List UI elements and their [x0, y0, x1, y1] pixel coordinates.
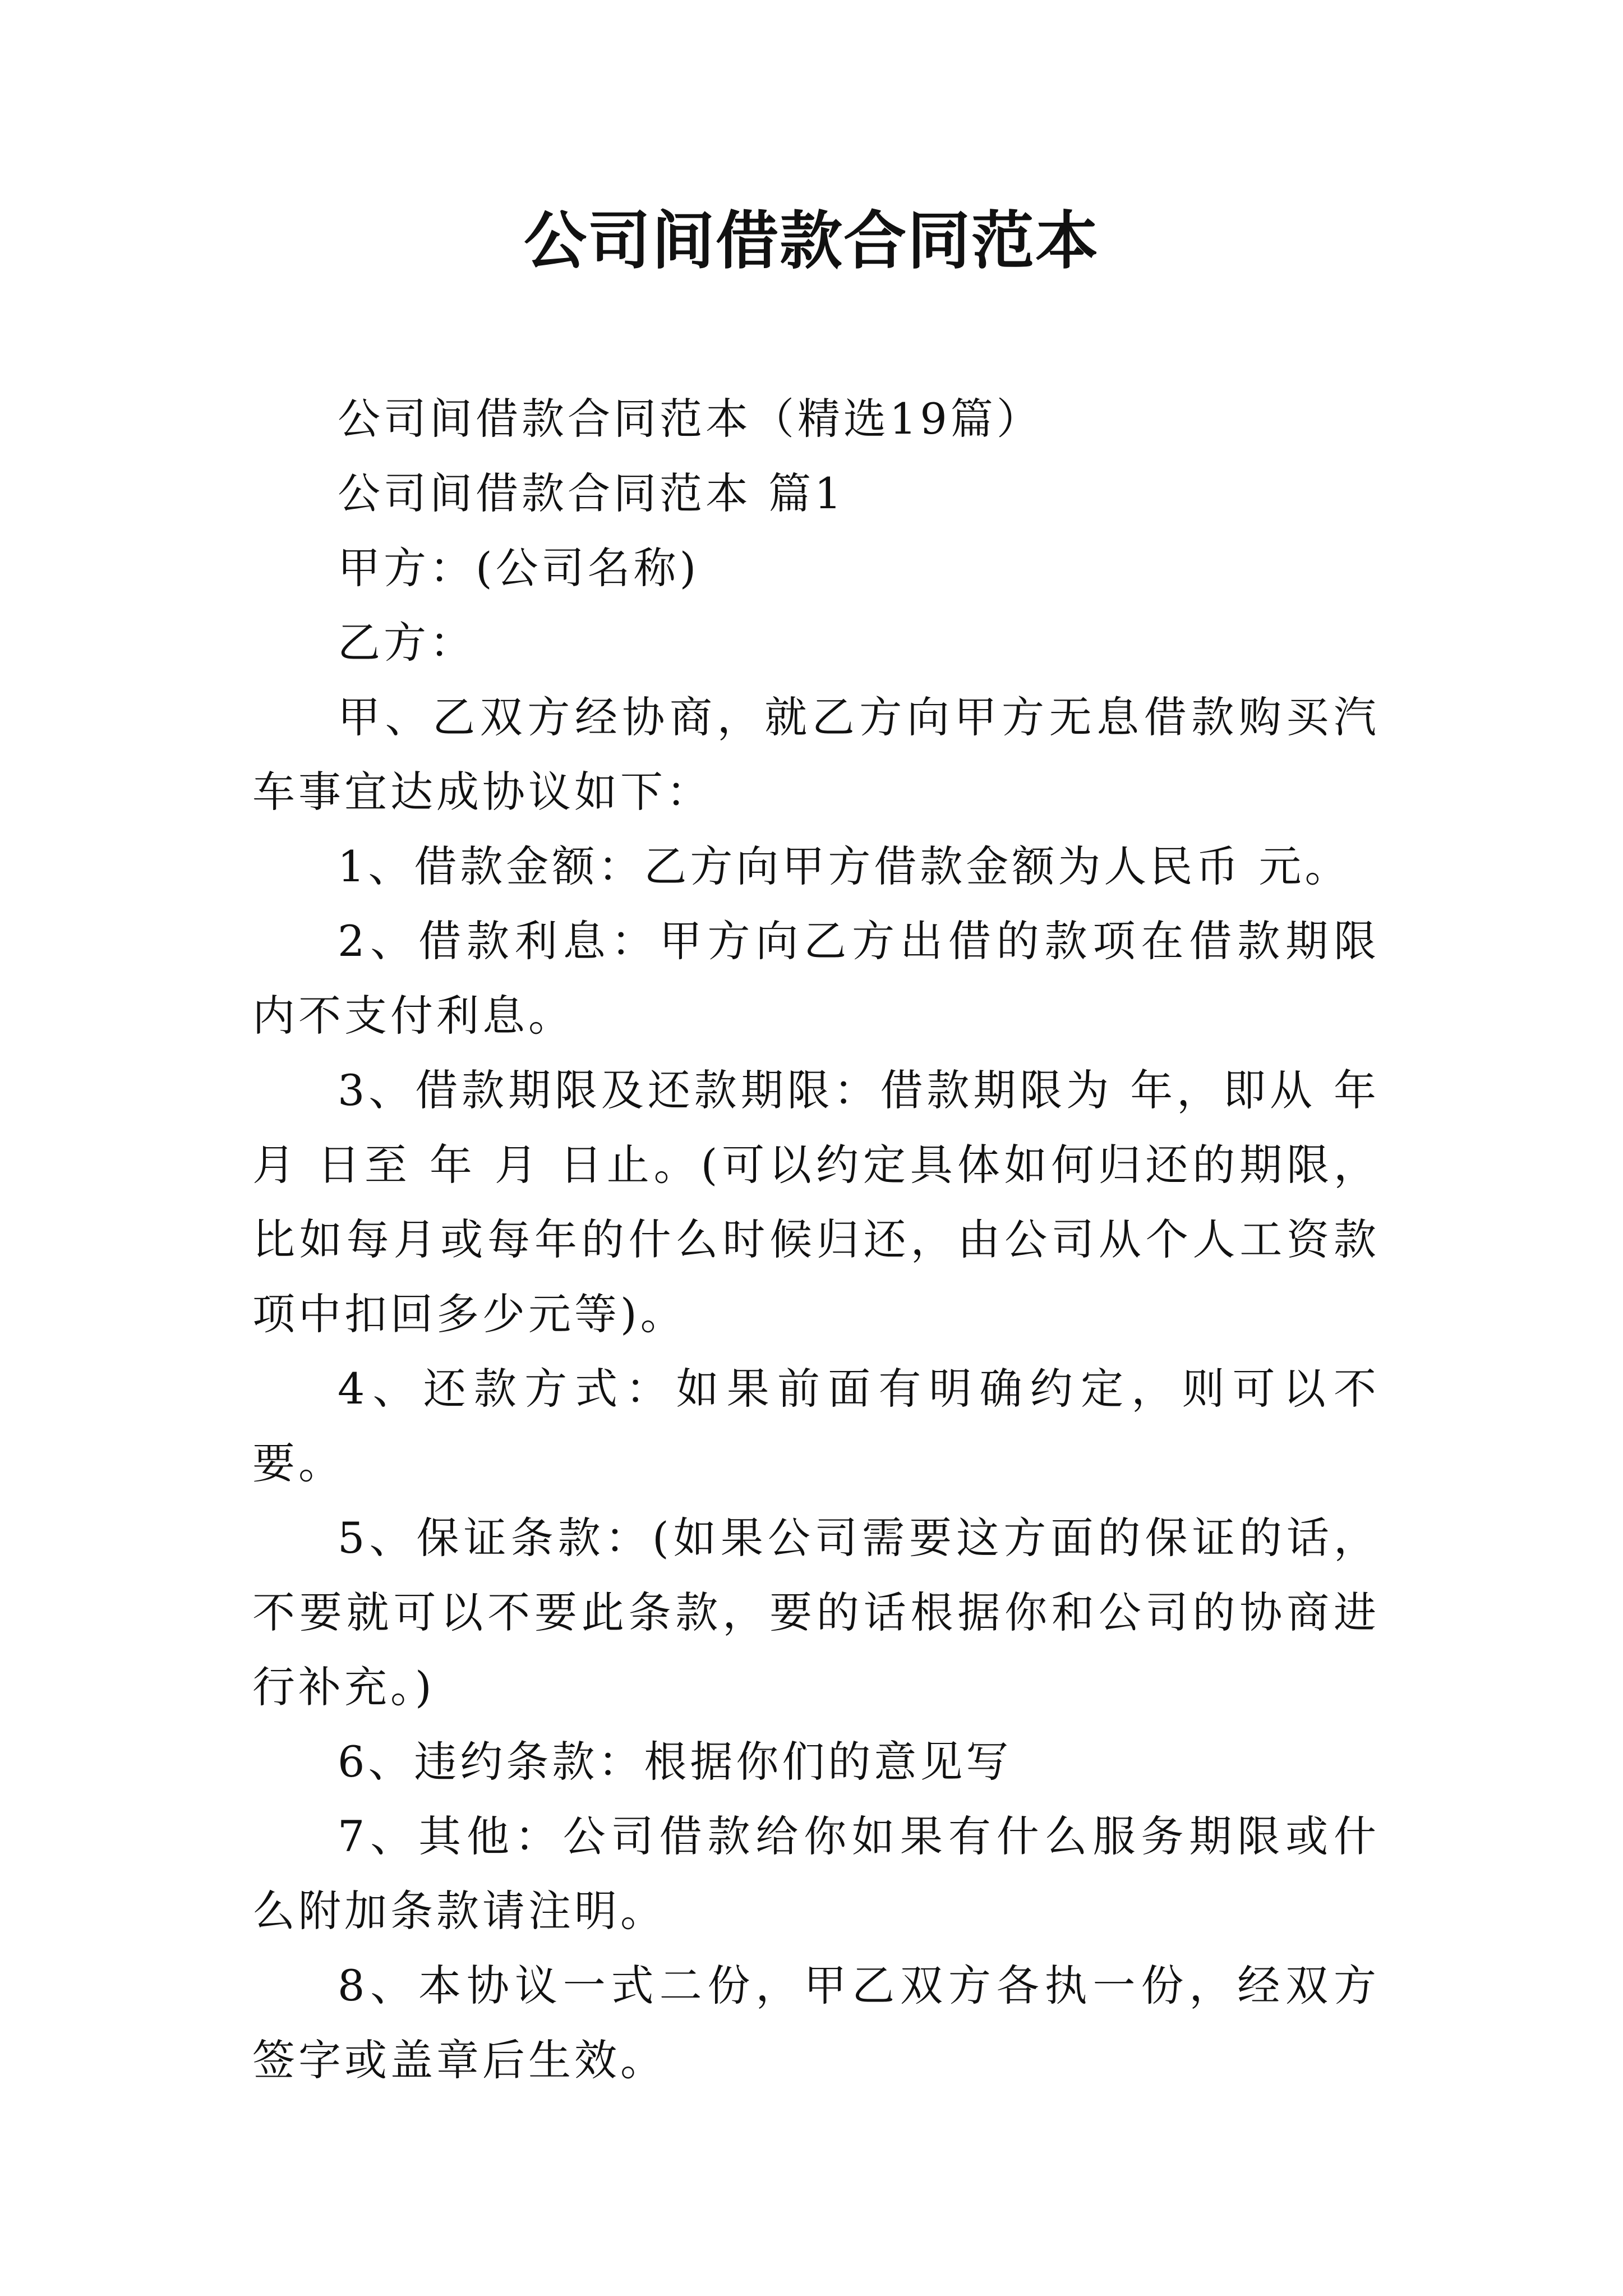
paragraph-preamble: 甲、乙双方经协商，就乙方向甲方无息借款购买汽车事宜达成协议如下：	[252, 692, 1380, 817]
document-title: 公司间借款合同范本	[524, 204, 1099, 278]
document-body	[252, 381, 1380, 2097]
paragraph-party-a: 甲方：(公司名称)	[338, 543, 700, 593]
paragraph-clause-8: 8、本协议一式二份，甲乙双方各执一份，经双方签字或盖章后生效。	[252, 1961, 1380, 2085]
paragraph-clause-3: 3、借款期限及还款期限：借款期限为 年，即从 年 月 日至 年 月 日止。(可以约定具体如何归还的期限，比如每月或每年的什么时候归还，由公司从个人工资款项中扣回多少元等)。	[252, 1065, 1380, 1339]
paragraph-clause-6: 6、违约条款：根据你们的意见写	[338, 1737, 1012, 1787]
paragraph-party-b: 乙方：	[338, 618, 476, 668]
paragraph-clause-1: 1、借款金额：乙方向甲方借款金额为人民币 元。	[338, 841, 1351, 891]
paragraph-clause-7: 7、其他：公司借款给你如果有什么服务期限或什么附加条款请注明。	[252, 1811, 1380, 1936]
paragraph-clause-2: 2、借款利息：甲方向乙方出借的款项在借款期限内不支付利息。	[252, 916, 1380, 1041]
paragraph-subtitle: 公司间借款合同范本（精选19篇）	[338, 394, 1043, 444]
paragraph-clause-5: 5、保证条款：(如果公司需要这方面的保证的话，不要就可以不要此条款，要的话根据你和公司的协商进行补充。)	[252, 1513, 1380, 1712]
paragraph-section-heading: 公司间借款合同范本 篇1	[338, 468, 845, 518]
paragraph-clause-4: 4、还款方式：如果前面有明确约定，则可以不要。	[252, 1364, 1380, 1488]
